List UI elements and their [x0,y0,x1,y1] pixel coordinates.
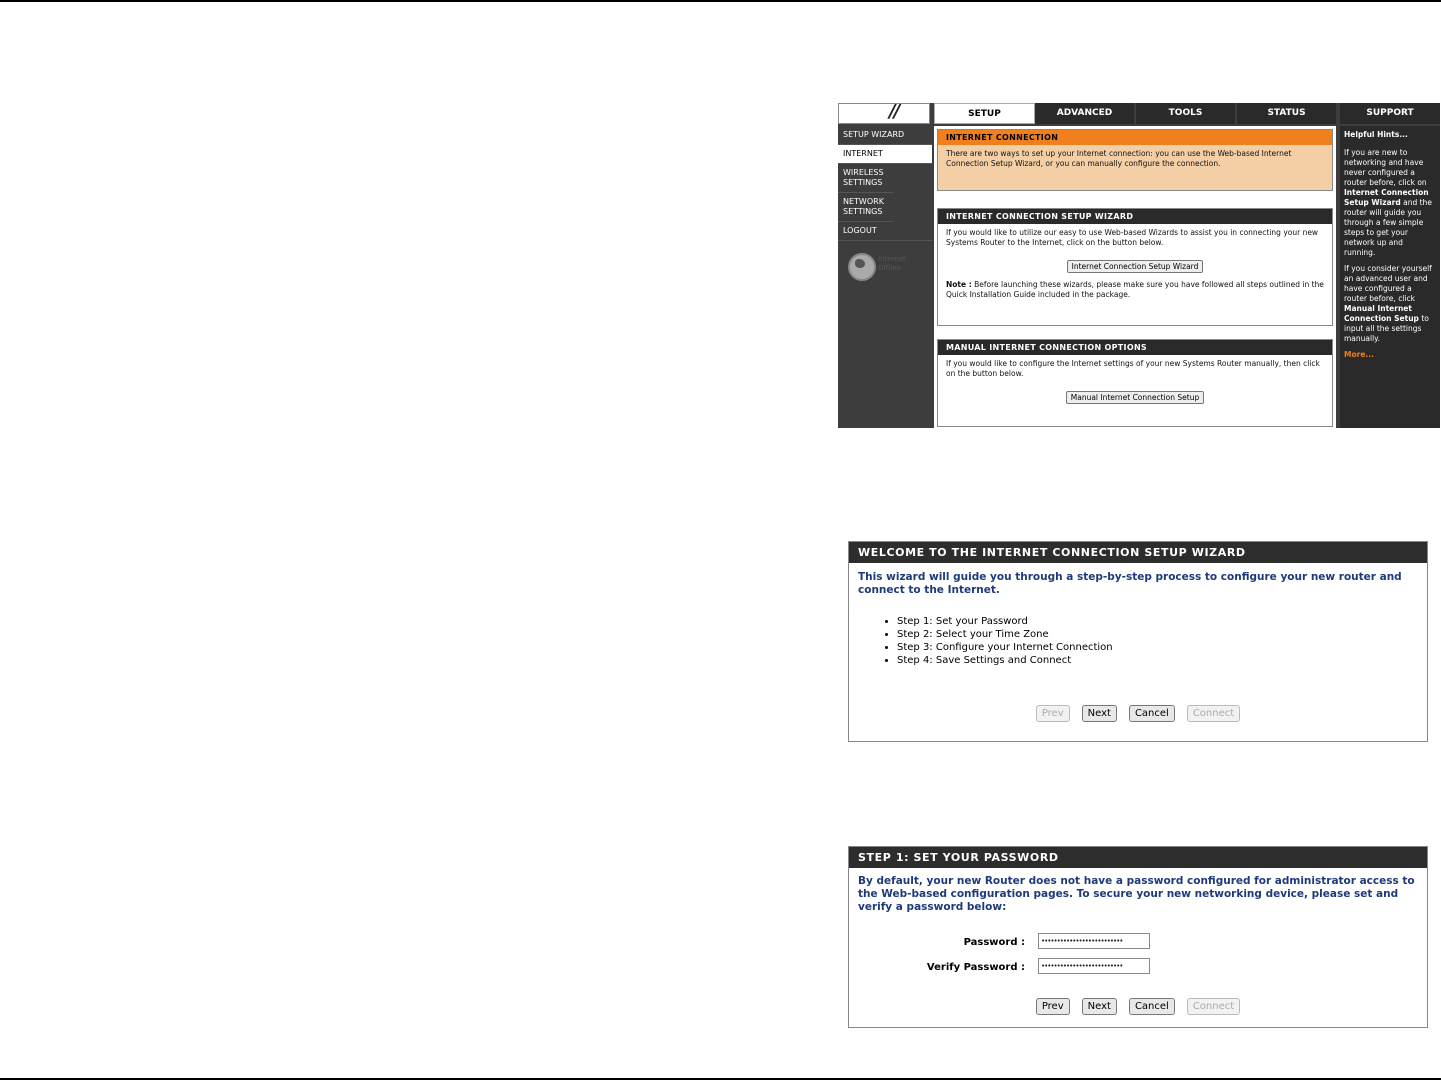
connect-button[interactable]: Connect [1187,998,1240,1015]
prev-button[interactable]: Prev [1036,998,1070,1015]
hints-paragraph-1 [1344,148,1436,258]
list-item: • Step 2: Select your Time Zone [897,628,1427,641]
sidebar-item-wireless-settings[interactable]: WIRELESS SETTINGS [838,164,893,193]
top-rule [0,0,1441,2]
router-admin-panel [838,103,1440,428]
step1-intro: By default, your new Router does not have a password configured for administrator access to the Web-based configuration pages. To secure your new networking device, please set and verify a password below: [858,875,1415,913]
hints-text: and the router will guide you through a few simple steps to get your network up and running. [1344,198,1432,257]
sidebar-item-setup-wizard[interactable]: SETUP WIZARD [838,126,932,145]
internet-connection-title: INTERNET CONNECTION [938,130,1332,145]
sidebar-item-logout[interactable]: LOGOUT [838,222,932,241]
setup-wizard-text: If you would like to utilize our easy to use Web-based Wizards to assist you in connecting your new Systems Router to the Internet, click on the button below. [946,228,1319,247]
cancel-button[interactable]: Cancel [1129,998,1175,1015]
tab-status[interactable]: STATUS [1237,103,1338,124]
sidebar-item-internet[interactable]: INTERNET [838,145,932,164]
note-label: Note : [946,280,972,289]
internet-connection-setup-wizard-button[interactable]: Internet Connection Setup Wizard [1067,260,1204,273]
welcome-button-row [849,705,1427,722]
internet-status-text: Internet Offline [878,255,906,272]
manual-options-box [937,339,1333,427]
manual-options-title: MANUAL INTERNET CONNECTION OPTIONS [938,340,1332,355]
password-row [849,933,1427,953]
next-button[interactable]: Next [1082,998,1117,1015]
setup-wizard-note [938,276,1332,304]
hints-text: to input all the settings manually. [1344,314,1429,343]
setup-wizard-box [937,208,1333,326]
welcome-wizard-intro: This wizard will guide you through a step-by-step process to configure your new router and connect to the Internet. [858,571,1402,596]
sidebar-item-network-settings[interactable]: NETWORK SETTINGS [838,193,893,222]
welcome-wizard-title: WELCOME TO THE INTERNET CONNECTION SETUP WIZARD [849,542,1427,563]
wizard-steps-list [849,615,1427,667]
password-input[interactable]: •••••••••••••••••••••••••• [1038,933,1150,949]
hints-bold-text: Internet Connection Setup Wizard [1344,188,1429,207]
main-content [934,126,1336,428]
tab-support[interactable]: SUPPORT [1340,103,1440,124]
verify-password-input[interactable]: •••••••••••••••••••••••••• [1038,958,1150,974]
step1-button-row [849,998,1427,1015]
hints-text: If you consider yourself an advanced user and have configured a router before, click [1344,264,1432,303]
cancel-button[interactable]: Cancel [1129,705,1175,722]
list-item: • Step 1: Set your Password [897,615,1427,628]
manual-options-text: If you would like to configure the Internet settings of your new Systems Router manually, then click on the button below. [946,359,1320,378]
logo: // [838,103,930,124]
setup-wizard-title: INTERNET CONNECTION SETUP WIZARD [938,209,1332,224]
hints-title: Helpful Hints... [1344,130,1408,139]
manual-internet-connection-setup-button[interactable]: Manual Internet Connection Setup [1066,391,1204,404]
top-tabs [934,103,1338,124]
verify-password-row [849,958,1427,978]
hints-text: If you are new to networking and have never configured a router before, click on [1344,148,1427,187]
password-label: Password : [963,937,1025,948]
connect-button[interactable]: Connect [1187,705,1240,722]
hints-paragraph-2 [1344,264,1436,344]
hints-bold-text: Manual Internet Connection Setup [1344,304,1419,323]
globe-icon [848,253,876,281]
tab-advanced[interactable]: ADVANCED [1035,103,1136,124]
tab-tools[interactable]: TOOLS [1136,103,1237,124]
step1-password-panel [848,846,1428,1028]
helpful-hints [1340,126,1440,428]
prev-button[interactable]: Prev [1036,705,1070,722]
welcome-wizard-panel [848,541,1428,742]
tab-setup[interactable]: SETUP [934,103,1035,124]
verify-password-label: Verify Password : [926,962,1025,973]
next-button[interactable]: Next [1082,705,1117,722]
internet-connection-box [937,129,1333,191]
list-item: • Step 3: Configure your Internet Connection [897,641,1427,654]
sidebar [838,126,932,241]
more-link[interactable]: More... [1344,350,1374,359]
list-item: • Step 4: Save Settings and Connect [897,654,1427,667]
step1-title: STEP 1: SET YOUR PASSWORD [849,847,1427,868]
bottom-rule [0,1078,1441,1080]
note-text: Before launching these wizards, please make sure you have followed all steps outlined in the Quick Installation Guide included in the package. [946,280,1324,299]
internet-connection-text: There are two ways to set up your Internet connection: you can use the Web-based Internet Connection Setup Wizard, or you can manually configure the connection. [946,149,1292,168]
